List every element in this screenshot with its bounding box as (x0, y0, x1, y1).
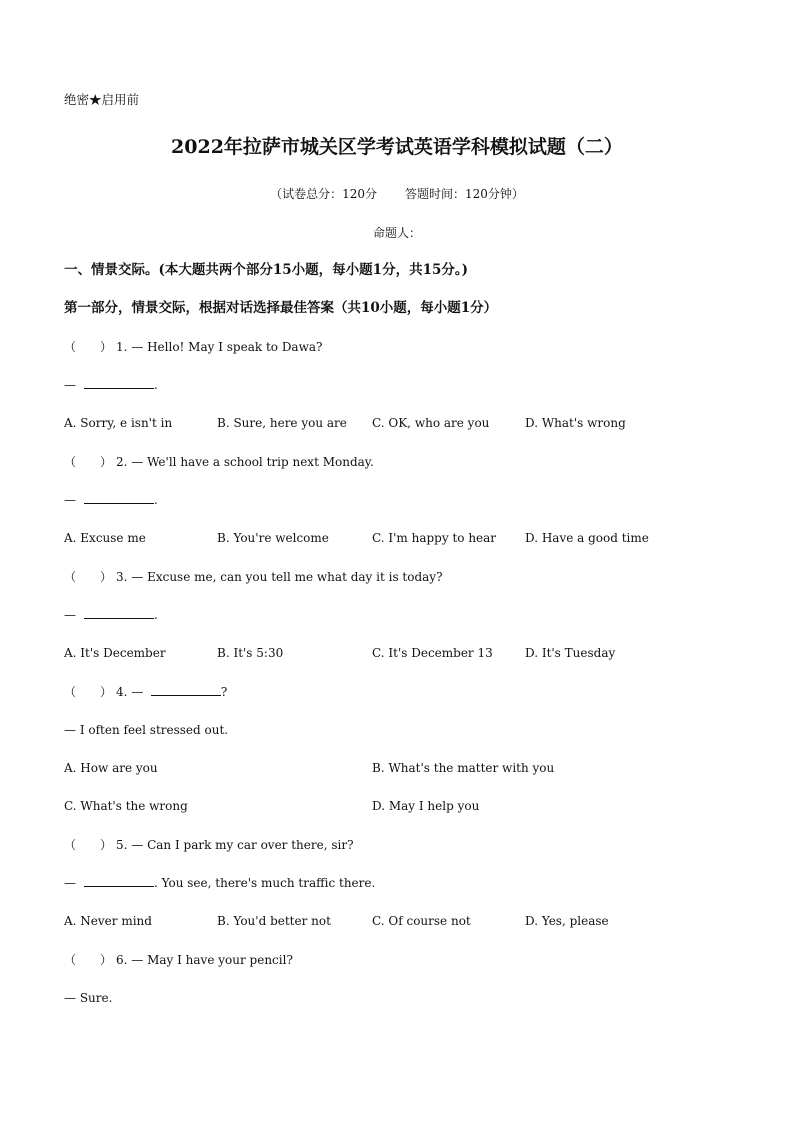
question-stem: 4. — (116, 685, 144, 699)
section-heading: 一、情景交际。(本大题共两个部分15小题，每小题1分，共15分。) (64, 262, 468, 278)
question-3 (64, 569, 443, 585)
answer-paren[interactable]: （ ） (64, 953, 113, 967)
option-a[interactable]: A. Never mind (64, 914, 152, 928)
answer-blank[interactable] (84, 492, 154, 504)
answer-blank[interactable] (84, 607, 154, 619)
question-6 (64, 952, 293, 968)
question-5-reply: — . You see, there's much traffic there. (64, 876, 376, 890)
answer-paren[interactable]: （ ） (64, 455, 113, 469)
question-2 (64, 454, 374, 470)
question-5 (64, 837, 354, 853)
option-b[interactable]: B. Sure, here you are (217, 416, 347, 430)
question-3-reply: — . (64, 608, 158, 622)
option-c[interactable]: C. Of course not (372, 914, 471, 928)
option-d[interactable]: D. What's wrong (525, 416, 626, 430)
answer-paren[interactable]: （ ） (64, 838, 113, 852)
option-b[interactable]: B. It's 5:30 (217, 646, 284, 660)
option-a[interactable]: A. How are you (64, 761, 158, 775)
option-b[interactable]: B. You're welcome (217, 531, 329, 545)
option-c[interactable]: C. It's December 13 (372, 646, 493, 660)
question-1 (64, 339, 322, 355)
option-b[interactable]: B. What's the matter with you (372, 761, 555, 775)
question-stem: 1. — Hello! May I speak to Dawa? (116, 340, 323, 354)
answer-paren[interactable]: （ ） (64, 340, 113, 354)
total-score: （试卷总分：120分 (270, 187, 377, 201)
answer-blank[interactable] (84, 377, 154, 389)
question-2-reply: — . (64, 493, 158, 507)
option-d[interactable]: D. May I help you (372, 799, 480, 813)
answer-blank[interactable] (84, 875, 154, 887)
answer-paren[interactable]: （ ） (64, 685, 113, 699)
option-d[interactable]: D. Yes, please (525, 914, 609, 928)
question-stem: 6. — May I have your pencil? (116, 953, 293, 967)
answer-paren[interactable]: （ ） (64, 570, 113, 584)
option-c[interactable]: C. OK, who are you (372, 416, 490, 430)
answer-blank[interactable] (151, 684, 221, 696)
option-a[interactable]: A. It's December (64, 646, 166, 660)
question-6-reply: — Sure. (64, 991, 113, 1005)
question-1-reply: — . (64, 378, 158, 392)
question-4-reply: — I often feel stressed out. (64, 723, 229, 737)
option-d[interactable]: D. Have a good time (525, 531, 649, 545)
confidential-mark: 绝密★启用前 (64, 92, 140, 107)
option-b[interactable]: B. You'd better not (217, 914, 331, 928)
option-c[interactable]: C. What's the wrong (64, 799, 188, 813)
part-heading: 第一部分，情景交际，根据对话选择最佳答案（共10小题，每小题1分） (64, 300, 498, 316)
question-stem: 5. — Can I park my car over there, sir? (116, 838, 354, 852)
option-a[interactable]: A. Sorry, e isn't in (64, 416, 173, 430)
question-stem: 2. — We'll have a school trip next Monday. (116, 455, 374, 469)
question-4: （ ） 4. — ? (64, 685, 228, 699)
option-d[interactable]: D. It's Tuesday (525, 646, 616, 660)
page-title: 2022年拉萨市城关区学考试英语学科模拟试题（二） (171, 136, 623, 158)
author-label: 命题人： (372, 226, 421, 240)
option-a[interactable]: A. Excuse me (64, 531, 146, 545)
exam-info (0, 185, 794, 202)
option-c[interactable]: C. I'm happy to hear (372, 531, 497, 545)
answer-time: 答题时间：120分钟） (405, 187, 524, 201)
question-stem: 3. — Excuse me, can you tell me what day it is today? (116, 570, 443, 584)
